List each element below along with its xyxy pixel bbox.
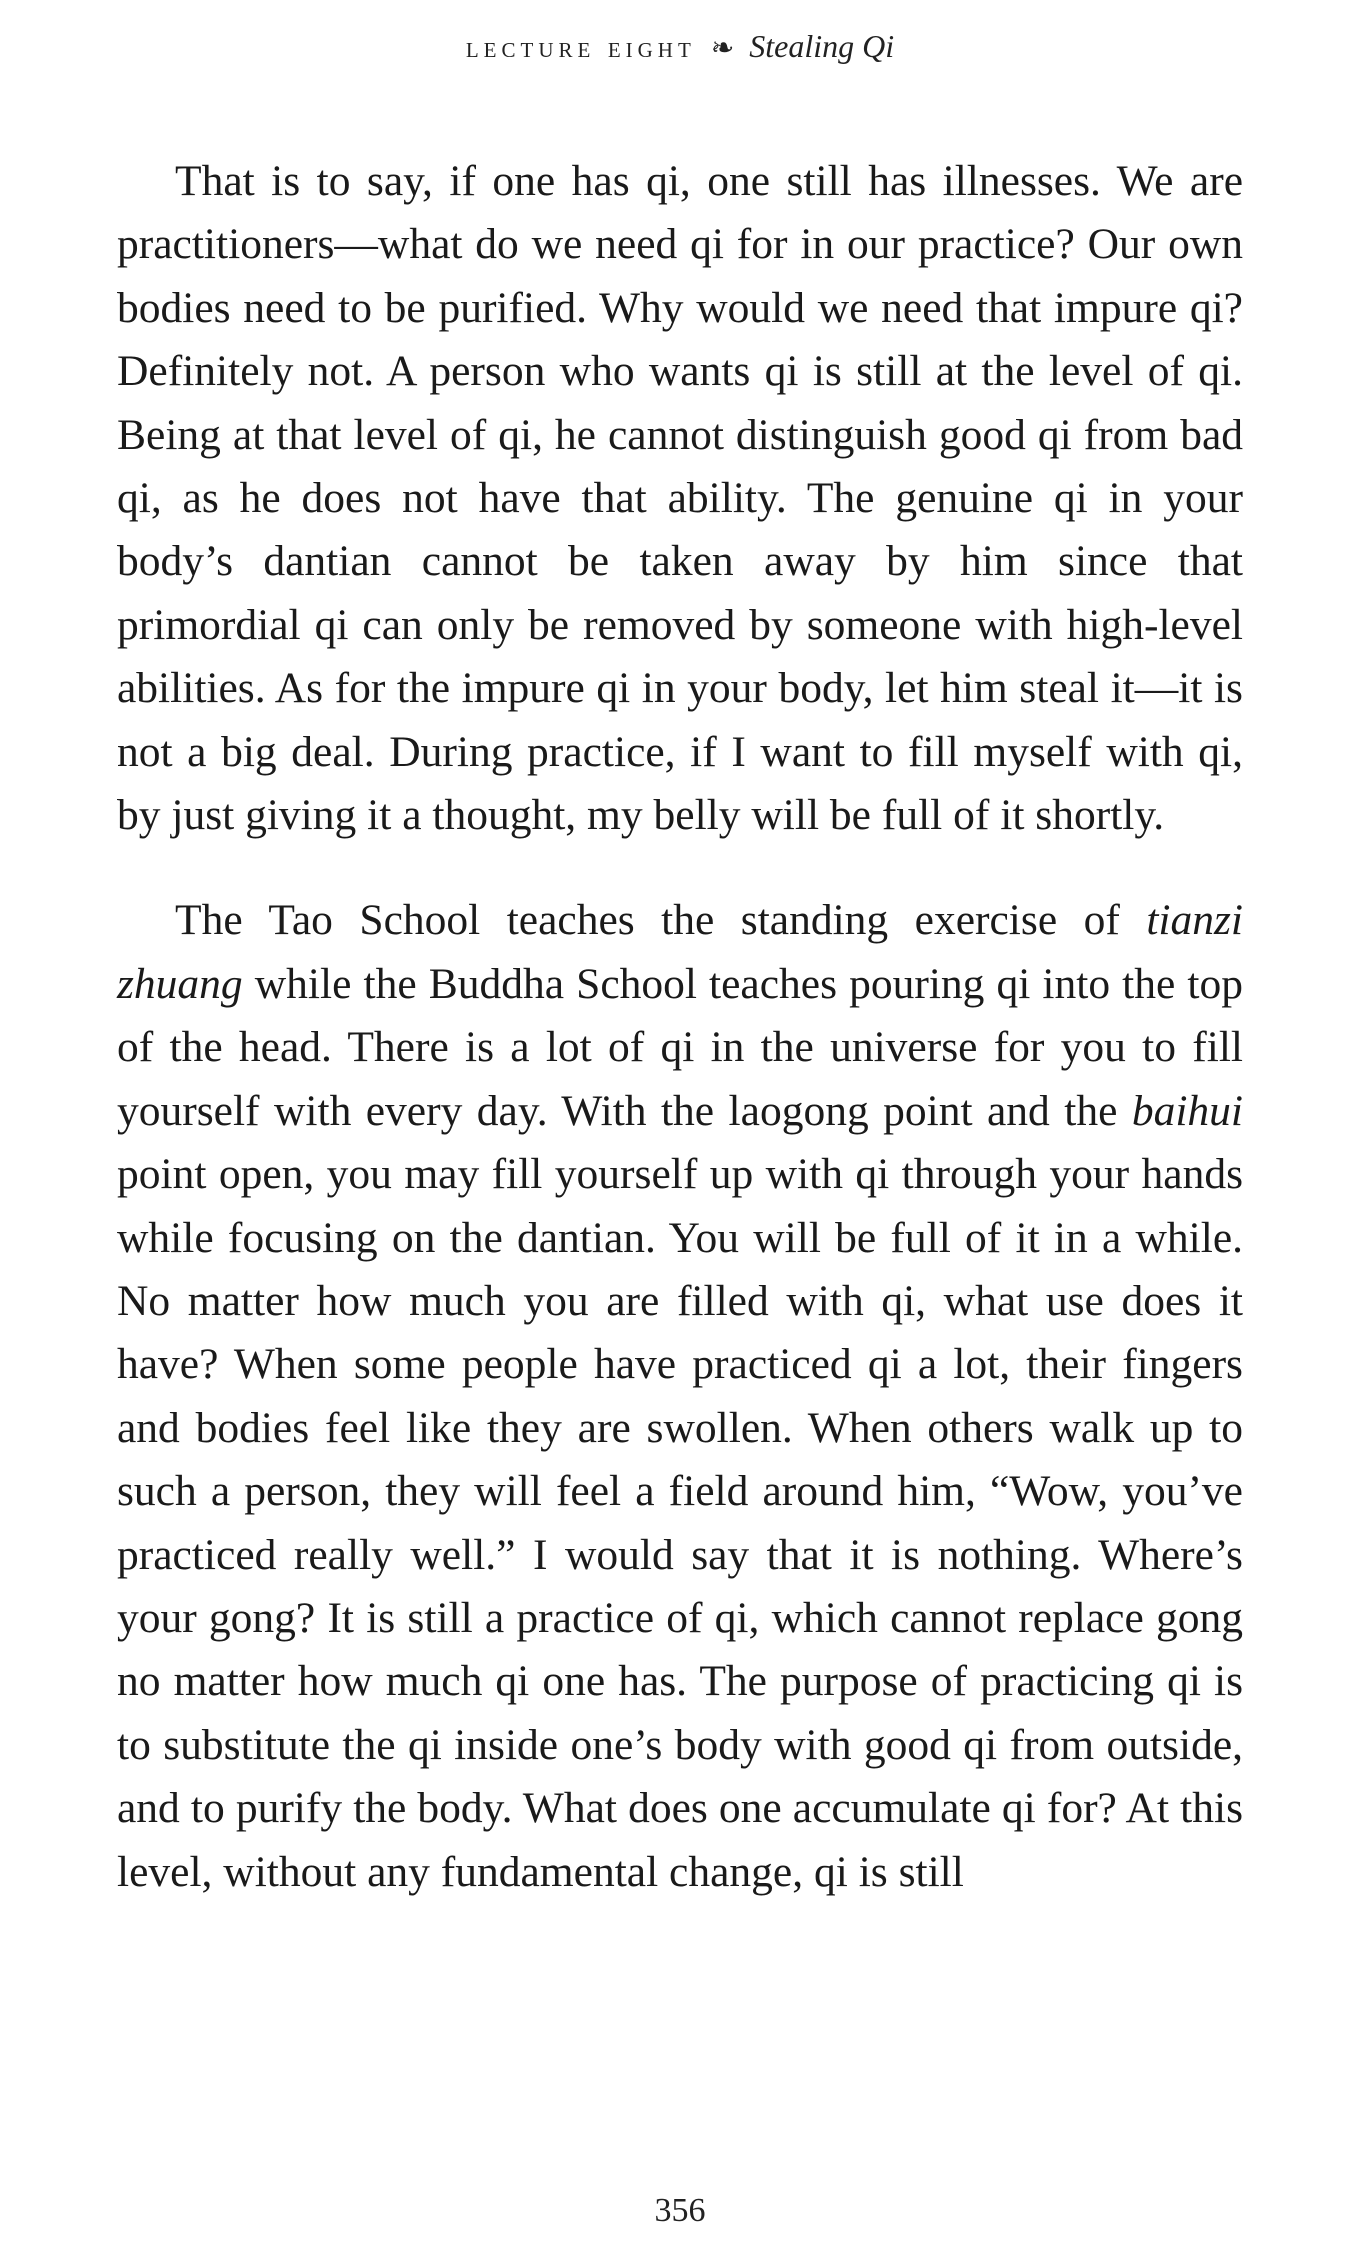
page-number: 356 [654,2192,706,2229]
term-baihui: baihui [1131,1086,1243,1135]
paragraph-2-text-a: The Tao School teaches the standing exercise of [175,896,1147,945]
fleuron-icon: ❧ [710,33,735,64]
term-tianzi-zhuang: tianzi zhuang [117,896,1243,1008]
running-head-lecture: lecture eight [465,31,696,64]
body-text [117,150,1243,1904]
running-head [0,28,1360,65]
paragraph-2 [117,889,1243,1904]
paragraph-1 [117,150,1243,847]
running-head-chapter: Stealing Qi [749,28,895,64]
paragraph-2-text-c: point open, you may fill yourself up with qi through your hands while focusing on the dantian. You will be full of it in a while. No matter how much you are filled with qi, what use does it have? When some people have practiced qi a lot, their fingers and bodies feel like they are swollen. When others walk up to such a person, they will feel a field around him, “Wow, you’ve practiced really well.” I would say that it is nothing. Where’s your gong? It is still a practice of qi, which cannot replace gong no matter how much qi one has. The purpose of practicing qi is to substitute the qi inside one’s body with good qi from outside, and to purify the body. What does one accumulate qi for? At this level, without any fundamental change, qi is still [117,1150,1243,1896]
paragraph-2-text-b: while the Buddha School teaches pouring qi into the top of the head. There is a lot of qi in the universe for you to fill yourself with every day. With the laogong point and the [117,959,1243,1135]
paragraph-1-text: That is to say, if one has qi, one still has illnesses. We are practitioners—what do we need qi for in our practice? Our own bodies need to be purified. Why would we need that impure qi? Definitely not. A person who wants qi is still at the level of qi. Being at that level of qi, he cannot distinguish good qi from bad qi, as he does not have that ability. The genuine qi in your body’s dantian cannot be taken away by him since that primordial qi can only be removed by someone with high-level abilities. As for the impure qi in your body, let him steal it—it is not a big deal. During practice, if I want to fill myself with qi, by just giving it a thought, my belly will be full of it shortly. [117,157,1243,840]
